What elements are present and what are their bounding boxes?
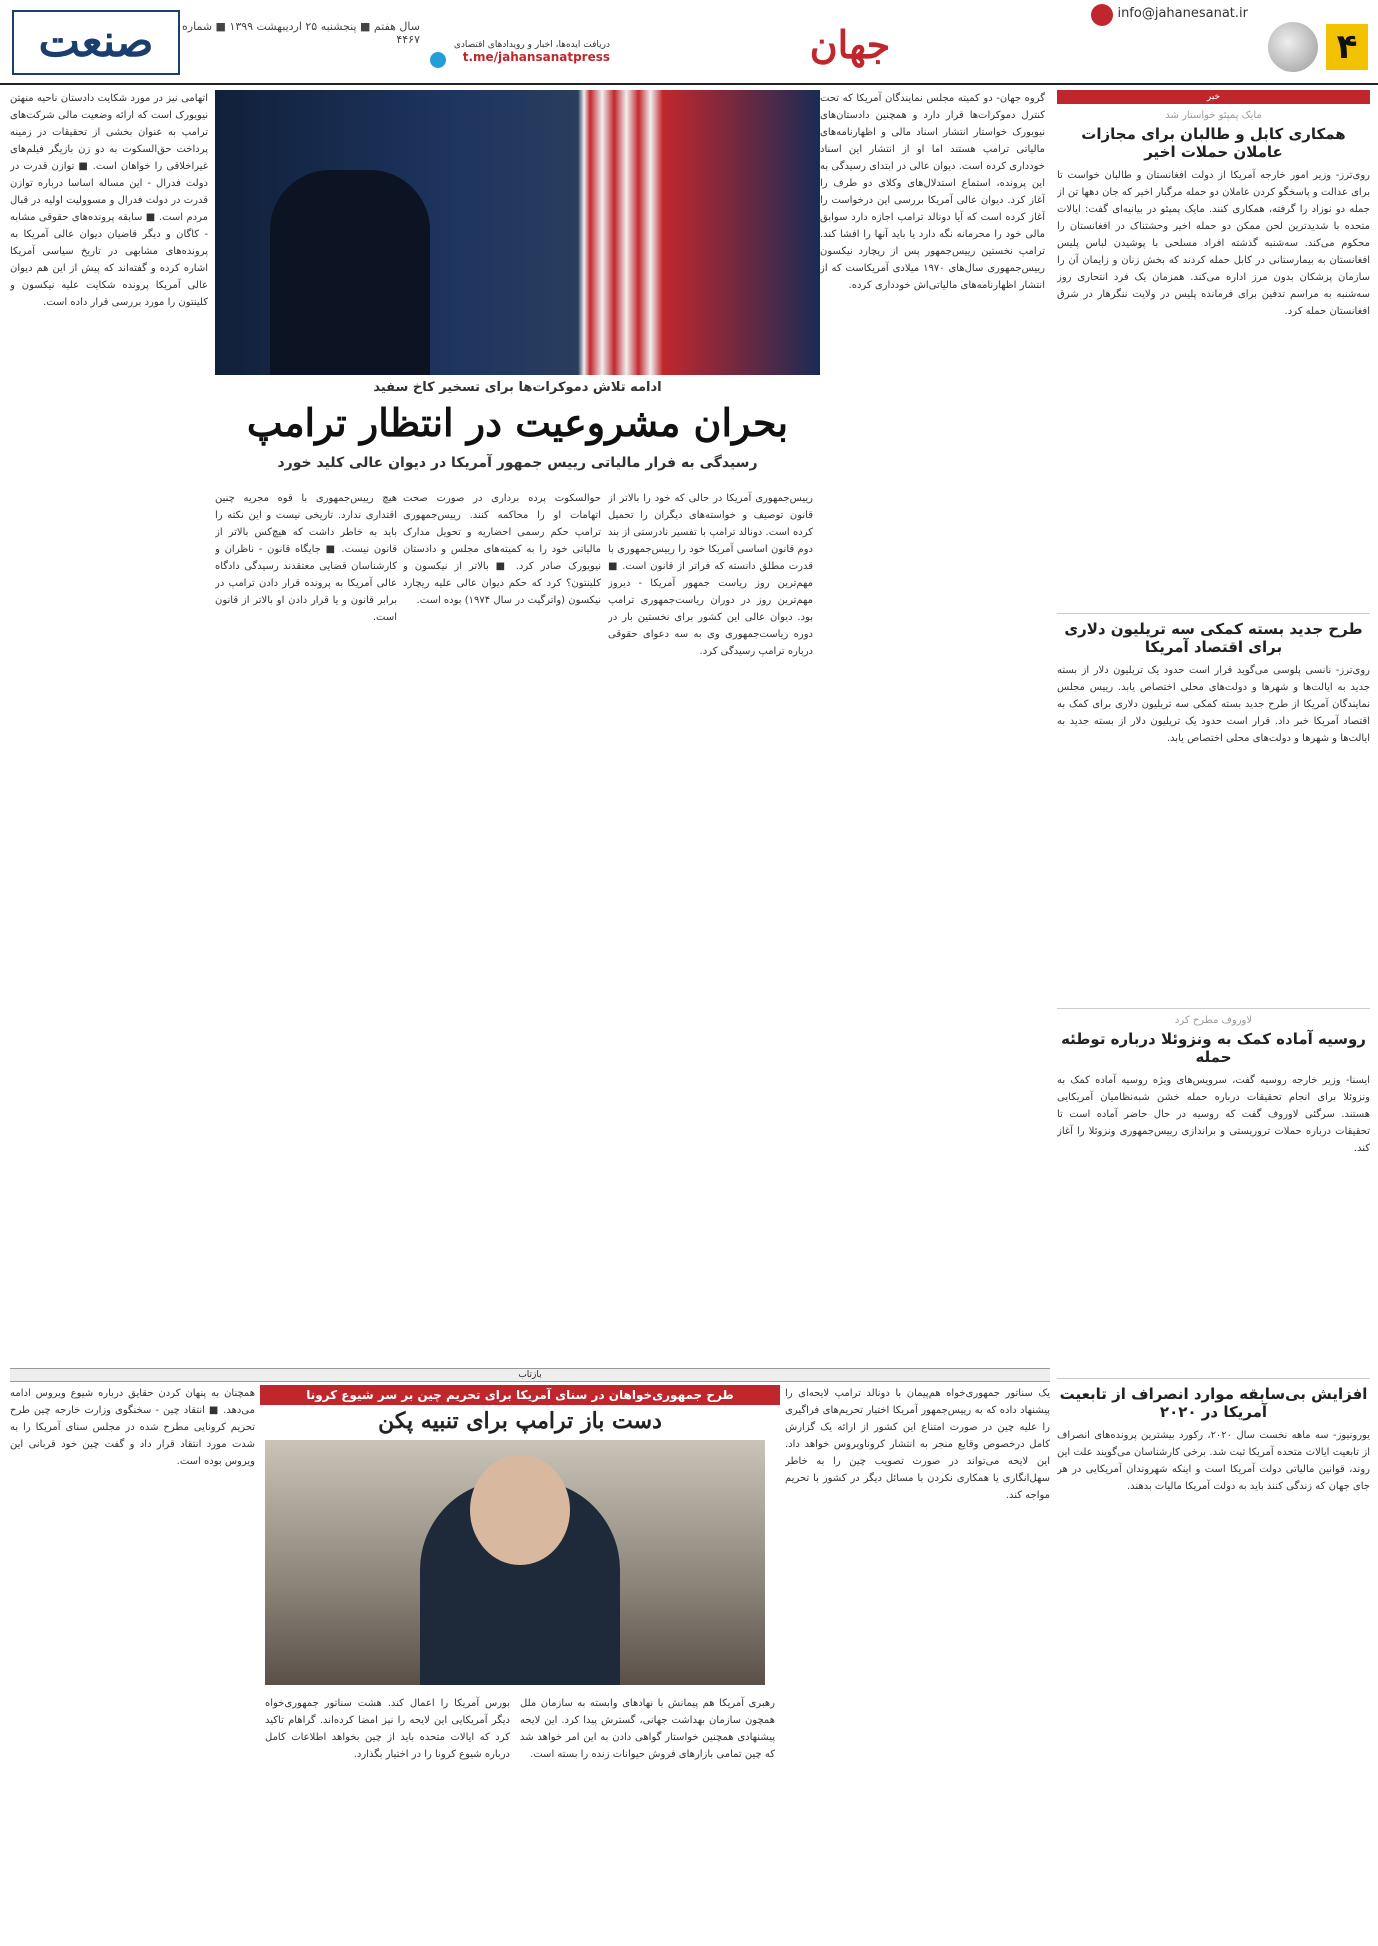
article-column: گروه جهان- دو کمیته مجلس نمایندگان آمریکا که تحت کنترل دموکرات‌ها قرار دارد و همچنین دادستان‌های نیویورک خواستار انتشار اسناد مالی و اظهارنامه‌های مالیاتی ترامپ هستند اما او از انتشار این اسناد خودداری کرده است. دیوان عالی در ابتدای رسیدگی به این پرونده، استماع استدلال‌های وکلای دو طرف را آغاز کرد. دیوان عالی آمریکا بررسی این درخواست را آغاز کرده است که آیا دونالد ترامپ اجازه دارد سوابق مالی خود را محرمانه نگه دارد یا باید آنها را افشا کند. ترامپ نخستین رییس‌جمهور پس از ریچارد نیکسون‌ رییس‌جمهوری سال‌های ۱۹۷۰ میلادی آمریکاست که از انتشار اظهارنامه‌های مالیاتی‌اش خودداری کرده. (820, 93, 1045, 291)
article-column: یک سناتور جمهوری‌خواه هم‌پیمان با دونالد ترامپ لایحه‌ای را پیشنهاد داده که به رییس‌جمهور آمریکا اختیار تحریم‌های فراگیری را علیه چین در صورت امتناع این کشور از ارائه یک گزارش کامل درخصوص وقایع منجر به انتشار کروناویروس خواهد داد. این لایحه می‌تواند در صورت تصویب چین را به خاطر سهل‌انگاری یا همکاری نکردن با مسائل دیگر در کشور با تحریم مواجه کند. (785, 1388, 1050, 1501)
senator-face (470, 1455, 570, 1565)
telegram-link[interactable]: t.me/jahansanatpress (462, 50, 610, 64)
main-subtitle: رسیدگی به فرار مالیاتی رییس جمهور آمریکا در دیوان عالی کلید خورد (277, 455, 758, 471)
column-label: خبر (1057, 90, 1370, 104)
story-body: یورونیوز- سه ماهه نخست سال ۲۰۲۰، رکورد بیشترین پرونده‌های انصراف از تابعیت ایالات متحده آمریکا ثبت شد. برخی کارشناسان می‌گویند علت این روند، قوانین مالیاتی دولت آمریکا است و اینکه شهروندان آمریکایی در هر جای جهان که زندگی کنند باید به دولت آمریکا مالیات بدهند. (1057, 1430, 1370, 1492)
divider (1057, 1378, 1370, 1379)
story-body: روی‌ترز- نانسی پلوسی می‌گوید قرار است حدود یک تریلیون دلار از بسته جدید به ایالت‌ها و شهرها و دولت‌های محلی اختصاص یابد. رییس مجلس نمایندگان آمریکا از طرح جدید بسته کمکی سه تریلیون دلاری برای کمک به اقتصاد آمریکا خبر داد. قرار است حدود یک تریلیون دلار از بسته جدید به ایالت‌ها و شهرها و دولت‌های محلی اختصاص یابد. (1057, 665, 1370, 744)
telegram-promo (430, 40, 610, 64)
article-column: هیچ رییس‌جمهوری با قوه مجریه چنین اقتداری ندارد. تاریخی نیست و این نکته را باید به خاطر داشت که هیچ‌کس بالاتر از قانون نیست. ■ جایگاه قانون - ناظران و کارشناسان قضایی معتقدند رسیدگی دادگاه عالی آمریکا به پرونده قرار دادن ترامپ در برابر قانون و یا قرار دادن او بالاتر از قانون است. (215, 493, 397, 623)
page-number: ۴ (1326, 24, 1368, 70)
section-divider: بازتاب (10, 1368, 1050, 1382)
newspaper-logo: صنعت (12, 10, 180, 75)
telegram-icon (430, 52, 446, 68)
story-title: روسیه آماده کمک به ونزوئلا درباره توطئه حمله (1061, 1030, 1366, 1066)
article-column: همچنان به پنهان کردن حقایق درباره شیوع ویروس ادامه می‌دهد. ■ انتقاد چین - سخنگوی وزارت خارجه چین طرح تحریم کرونایی مطرح شده در مجلس سنای آمریکا را به شدت مورد انتقاد قرار داد و گفت چین خود قربانی این ویروس بوده است. (10, 1388, 255, 1467)
email-address[interactable]: info@jahanesanat.ir (1117, 6, 1248, 21)
article-column: اتهامی نیز در مورد شکایت دادستان ناحیه منهتن نیویورک است که ارائه وضعیت مالی شرکت‌های ترامپ به عنوان بخشی از تحقیقات در زمینه پرداخت حق‌السکوت به دو زن بازیگر فیلم‌های غیراخلاقی را خواهان است. ■ توازن قدرت در دولت فدرال - این مساله اساسا درباره توازن قدرت در دولت فدرال و مسوولیت اولیه در قبال مردم است. ■ سابقه پرونده‌های حقوقی مشابه - کاگان و دیگر قاضیان دیوان عالی آمریکا به پرونده‌های مشابهی در تاریخ سیاسی آمریکا اشاره کرده و گفته‌اند که پیش از این هم دیوان عالی آمریکا پرونده شکایت علیه نیکسون و کلینتون را مورد بررسی قرار داده است. (10, 93, 208, 308)
issue-info: سال هفتم ■ پنجشنبه ۲۵ اردیبهشت ۱۳۹۹ ■ شماره ۴۴۶۷ (182, 20, 420, 46)
article-column: حوالسکوت پرده برداری در صورت صحت اتهامات او را محاکمه کنند. رییس‌جمهوری ترامپ حکم رسمی احضاریه و تحویل مدارک مالیاتی خود را به کمیته‌های مجلس و دادستان نیویورک صادر کرد. ■ بالاتر از نیکسون و کلینتون؟ کرد که حکم دیوان عالی علیه ریچارد نیکسون (واترگیت در سال ۱۹۷۴) بوده است. (403, 493, 601, 606)
divider (1057, 1008, 1370, 1009)
article-column: رهبری آمریکا هم پیمانش با نهادهای وابسته به سازمان ملل همچون سازمان بهداشت جهانی، گسترش پیدا کرد. این لایحه پیشنهادی همچنین خواستار گواهی دادن به این امر خواهد شد که چین تمامی بازارهای فروش حیوانات زنده را بسته است. (520, 1698, 775, 1760)
story-kicker: مایک پمپئو خواستار شد (1165, 110, 1262, 121)
divider (1057, 613, 1370, 614)
article-column: رییس‌جمهوری آمریکا در حالی که خود را بالاتر از قانون توصیف و خواسته‌های دیگران را تحمیل کرده است. دونالد ترامپ با تفسیر نادرستی از بند دوم قانون اساسی آمریکا خود را رییس‌جمهوری با قدرت مطلق دانسته که فراتر از قانون است. ■ مهم‌ترین روز ریاست جمهور آمریکا - دیروز مهم‌ترین روز در دوران ریاست‌جمهوری ترامپ بود. دیوان عالی این کشور برای نخستین بار در دوره ریاست‌جمهوری وی به سه دعوای حقوقی درباره ترامپ رسیدگی کرد. (608, 493, 813, 657)
bottom-supertitle: طرح جمهوری‌خواهان در سنای آمریکا برای تحریم چین بر سر شیوع کرونا (260, 1385, 780, 1405)
story-body: روی‌ترز- وزیر امور خارجه آمریکا از دولت افغانستان و طالبان خواست تا برای عدالت و پاسخگو کردن عاملان دو حمله مرگبار اخیر که جان دهها تن از جمله دو نوزاد را گرفته، همکاری کنند. مایک پمپئو در بیانیه‌ای گفت: ایالات متحده با شدیدترین لحن ممکن دو حمله اخیر وحشتناک در افغانستان را محکوم می‌کند. سه‌شنبه گذشته افراد مسلحی با پوشیدن لباس پلیس افغانستان به بیمارستانی در کابل حمله کردند که بخش زنان و زایمان آن را سازمان پزشکان بدون مرز اداره می‌کند. همزمان یک فرد انتحاری روز سه‌شنبه به مراسم تدفین برای فرمانده پلیس در ولایت ننگرهار در شرق افغانستان حمله کرد. (1057, 170, 1370, 317)
globe-icon (1268, 22, 1318, 72)
trump-silhouette (270, 170, 430, 375)
story-body: ایسنا- وزیر خارجه روسیه گفت، سرویس‌های ویژه روسیه آماده کمک به ونزوئلا برای انجام تحقیقات درباره حمله خشن شبه‌نظامیان آمریکایی هستند. سرگئی لاوروف گفت که روسیه در حال حاضر آماده است تا تحقیقات درباره حملات تروریستی و براندازی رییس‌جمهوری ونزوئلا را آغاز کند. (1057, 1075, 1370, 1154)
main-headline: بحران مشروعیت در انتظار ترامپ (246, 400, 789, 445)
email-icon (1091, 4, 1113, 26)
story-title: همکاری کابل و طالبان برای مجازات عاملان حملات اخیر (1081, 125, 1346, 161)
main-story (10, 90, 1050, 1370)
story-title: افزایش بی‌سابقه موارد انصراف از تابعیت آمریکا در ۲۰۲۰ (1059, 1385, 1368, 1421)
story-kicker: لاوروف مطرح کرد (1174, 1015, 1253, 1026)
main-supertitle: ادامه تلاش دموکرات‌ها برای تسخیر کاخ سفید (373, 380, 662, 395)
story-title: طرح جدید بسته کمکی سه تریلیون دلاری برای اقتصاد آمریکا (1064, 620, 1363, 656)
telegram-intro: دریافت ایده‌ها، اخبار و رویدادهای اقتصادی (453, 40, 610, 50)
article-column: بورس آمریکا را اعمال کند. هشت سناتور جمهوری‌خواه دیگر آمریکایی این لایحه را نیز امضا کرده‌اند. گراهام تاکید کرد که ایالات متحده باید از چین بخواهد اطلاعات کامل درباره شیوع کرونا را در اختیار بگذارد. (265, 1698, 510, 1760)
section-title: جهان (809, 22, 891, 67)
news-column (1057, 90, 1370, 1936)
bottom-headline: دست باز ترامپ برای تنبیه پکن (378, 1408, 662, 1434)
masthead (0, 0, 1378, 85)
